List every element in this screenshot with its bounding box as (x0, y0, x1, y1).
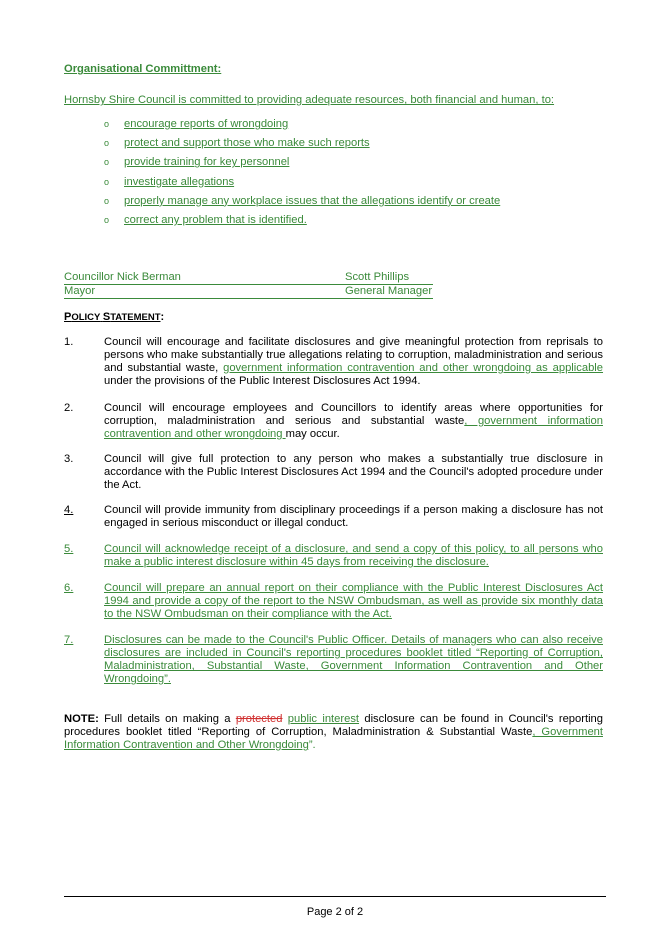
circle-bullet-icon: o (104, 157, 110, 168)
list-item: o investigate allegations (104, 175, 235, 188)
item-text: Council will encourage employees and Councillors to identify areas where opportunities for corruption, maladministration and serious and substantial waste, government information contravention and other wrongdoing may occur. (104, 402, 603, 440)
item-text: Council will prepare an annual report on their compliance with the Public Interest Disclosures Act 1994 and provide a copy of the report to the NSW Ombudsman, as well as provide six monthly data to the NSW Ombudsman on their compliance with the Act. (104, 582, 603, 620)
policy-item (64, 543, 603, 569)
policy-item (64, 453, 603, 492)
inserted-text: public interest (287, 713, 360, 725)
policy-item (64, 336, 603, 388)
item-text: Council will encourage and facilitate disclosures and give meaningful protection from reprisals to persons who make substantially true allegations relating to corruption, maladministration and serious and substantial waste, government information contravention and other wrongdoing as applicable under the provisions of the Public Interest Disclosures Act 1994. (104, 336, 604, 387)
footer-divider (64, 896, 606, 897)
signature-title-row (64, 284, 433, 299)
item-number: 1. (64, 336, 74, 348)
list-item: o correct any problem that is identified. (104, 213, 307, 226)
commitment-list (104, 117, 500, 232)
circle-bullet-icon: o (104, 138, 110, 149)
mayor-name: Councillor Nick Berman (64, 271, 181, 283)
policy-item (64, 582, 603, 621)
deleted-text: protected (235, 713, 283, 725)
note-paragraph: NOTE: Full details on making a protected public interest disclosure can be found in Council's reporting procedures booklet titled “Reporting of Corruption, Maladministration & Substantial Waste, Government Information Contravention and Other Wrongdoing”. (64, 713, 603, 751)
section-heading-policy-statement: POLICY STATEMENT: (64, 311, 165, 323)
item-text: Disclosures can be made to the Council's Public Officer. Details of managers who can also receive disclosures are included in Council's reporting procedures booklet titled “Reporting of Corruption, Maladministration, Substantial Waste, Government Information Contravention and Other Wrongdoing”. (104, 634, 603, 685)
item-number: 3. (64, 453, 74, 465)
circle-bullet-icon: o (104, 176, 110, 187)
circle-bullet-icon: o (104, 119, 110, 129)
signature-name-row (64, 270, 433, 285)
list-item: o properly manage any workplace issues that the allegations identify or create (104, 194, 501, 207)
policy-item (64, 504, 603, 530)
item-number: 5. (64, 543, 74, 555)
section-heading-organisational-commitment: Organisational Committment: (64, 63, 222, 75)
item-text: Council will acknowledge receipt of a disclosure, and send a copy of this policy, to all persons who make a public interest disclosure within 45 days from receiving the disclosure. (104, 543, 603, 568)
circle-bullet-icon: o (104, 214, 110, 225)
item-number: 7. (64, 634, 74, 646)
item-text: Council will give full protection to any person who makes a substantially true disclosure in accordance with the Public Interest Disclosures Act 1994 and the Council's adopted procedure under the Act. (104, 453, 603, 491)
general-manager-name: Scott Phillips (345, 271, 410, 283)
item-text: Council will provide immunity from disciplinary proceedings if a person making a disclosure has not engaged in serious misconduct or illegal conduct. (104, 504, 603, 529)
list-item: o protect and support those who make such reports (104, 137, 370, 150)
note-label: NOTE: (64, 713, 99, 725)
mayor-title: Mayor (64, 285, 96, 297)
item-number: 6. (64, 582, 74, 594)
item-number: 4. (64, 504, 74, 516)
list-item: o encourage reports of wrongdoing (104, 118, 289, 130)
item-number: 2. (64, 402, 74, 414)
policy-item (64, 634, 603, 686)
policy-item (64, 402, 603, 441)
circle-bullet-icon: o (104, 195, 110, 206)
commitment-intro: Hornsby Shire Council is committed to providing adequate resources, both financial and human, to: (64, 94, 555, 106)
page-number: Page 2 of 2 (306, 906, 364, 918)
list-item: o provide training for key personnel (104, 156, 290, 169)
general-manager-title: General Manager (345, 285, 433, 297)
